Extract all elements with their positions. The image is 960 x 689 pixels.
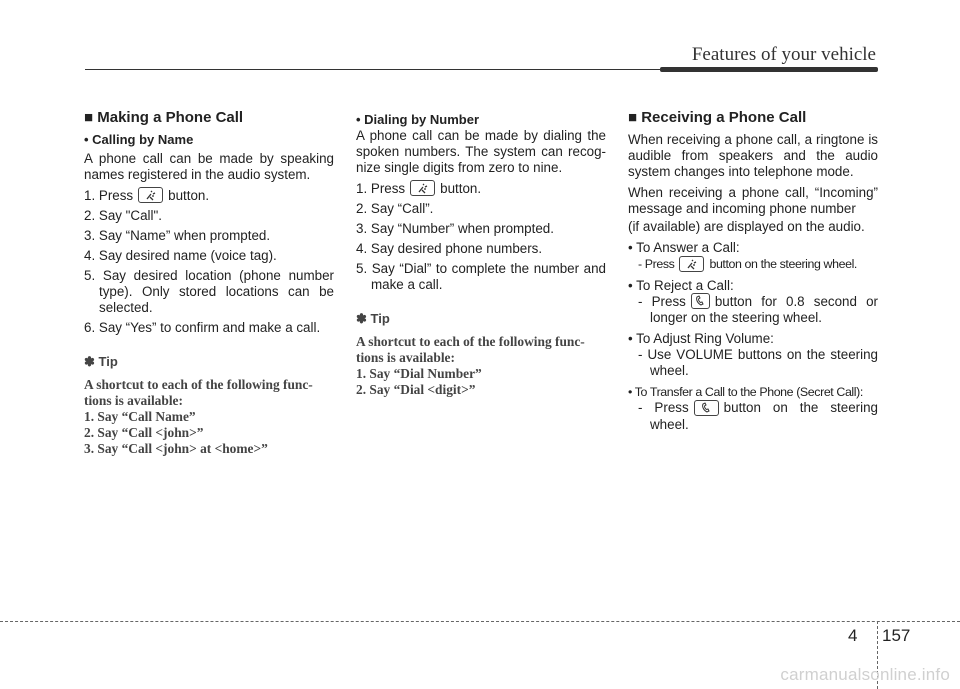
tip-block [84, 377, 334, 457]
talk-button-icon [679, 256, 704, 272]
paragraph-ringtone: When receiving a phone call, a ringtone is audible from speakers and the audio system changes into telephone mode. [628, 132, 878, 179]
page-header-title: Features of your vehicle [691, 44, 876, 65]
intro-paragraph: A phone call can be made by speaking names registered in the audio system. [84, 151, 334, 182]
page-number: 157 [882, 626, 911, 645]
section-heading-receiving-call: ■ Receiving a Phone Call [628, 109, 807, 126]
transfer-suffix: button on the steering wheel. [650, 400, 878, 432]
intro-paragraph: A phone call can be made by dialing the spoken numbers. The system can recog-nize single digits from zero to nine. [356, 128, 606, 175]
bullet-calling-by-name: • Calling by Name [84, 132, 194, 147]
answer-suffix: button on the steering wheel. [709, 257, 857, 271]
transfer-prefix: - Press [638, 400, 689, 416]
reject-prefix: - Press [638, 293, 686, 309]
step-1 [356, 181, 606, 197]
bullet-reject-call: • To Reject a Call: [628, 277, 734, 293]
tip-heading: ✽ Tip [84, 354, 118, 370]
reject-suffix: button for 0.8 second or longer on the steering wheel. [650, 293, 878, 326]
tip-line: 1. Say “Call Name” [84, 409, 196, 425]
talk-button-icon [410, 180, 435, 196]
answer-prefix: - Press [638, 257, 675, 271]
transfer-instruction [628, 400, 878, 432]
tip-line: 2. Say “Dial <digit>” [356, 382, 476, 398]
step-2: 2. Say “Call”. [356, 201, 434, 217]
header-divider-accent [660, 67, 878, 72]
bullet-transfer-call: • To Transfer a Call to the Phone (Secret Call): [628, 385, 863, 400]
step-5: 5. Say desired location (phone number type). Only stored locations can be selected. [84, 268, 334, 316]
step-6: 6. Say “Yes” to confirm and make a call. [84, 320, 321, 336]
step-1-suffix: button. [440, 181, 482, 196]
section-heading-making-call: ■ Making a Phone Call [84, 109, 244, 126]
paragraph-incoming: When receiving a phone call, “Incoming” message and incoming phone number [628, 185, 878, 216]
tip-block [356, 334, 606, 398]
paragraph-display: (if available) are displayed on the audio. [628, 219, 865, 234]
footer-divider [0, 621, 960, 622]
tip-line: tions is available: [356, 350, 455, 366]
step-4: 4. Say desired name (voice tag). [84, 248, 277, 264]
watermark: carmanualsonline.info [780, 665, 950, 684]
step-1-prefix: 1. Press [84, 188, 134, 203]
bullet-answer-call: • To Answer a Call: [628, 240, 740, 255]
volume-instruction: - Use VOLUME buttons on the steering wheel. [638, 347, 878, 379]
bullet-dialing-by-number: • Dialing by Number [356, 112, 480, 127]
tip-line: A shortcut to each of the following func- [84, 377, 313, 393]
talk-button-icon [138, 187, 163, 203]
step-5: 5. Say “Dial” to complete the number and make a call. [356, 261, 606, 293]
phone-hangup-icon [691, 293, 710, 309]
step-1-prefix: 1. Press [356, 181, 406, 196]
step-2: 2. Say "Call". [84, 208, 162, 224]
answer-instruction [628, 256, 878, 273]
tip-line: 1. Say “Dial Number” [356, 366, 482, 382]
step-3: 3. Say “Name” when prompted. [84, 228, 271, 244]
phone-hangup-icon [694, 400, 719, 416]
column-dialing-number [356, 112, 606, 398]
bullet-adjust-volume: • To Adjust Ring Volume: [628, 331, 774, 347]
tip-line: tions is available: [84, 393, 183, 409]
column-receiving-call [628, 110, 878, 438]
column-making-call [84, 110, 334, 457]
step-1 [84, 188, 334, 204]
chapter-number: 4 [848, 626, 858, 645]
step-3: 3. Say “Number” when prompted. [356, 221, 554, 237]
tip-line: A shortcut to each of the following func- [356, 334, 585, 350]
tip-heading: ✽ Tip [356, 311, 390, 327]
tip-line: 2. Say “Call <john>” [84, 425, 204, 441]
step-4: 4. Say desired phone numbers. [356, 241, 543, 257]
tip-line: 3. Say “Call <john> at <home>” [84, 441, 268, 457]
step-1-suffix: button. [168, 188, 210, 203]
reject-instruction [628, 294, 878, 326]
